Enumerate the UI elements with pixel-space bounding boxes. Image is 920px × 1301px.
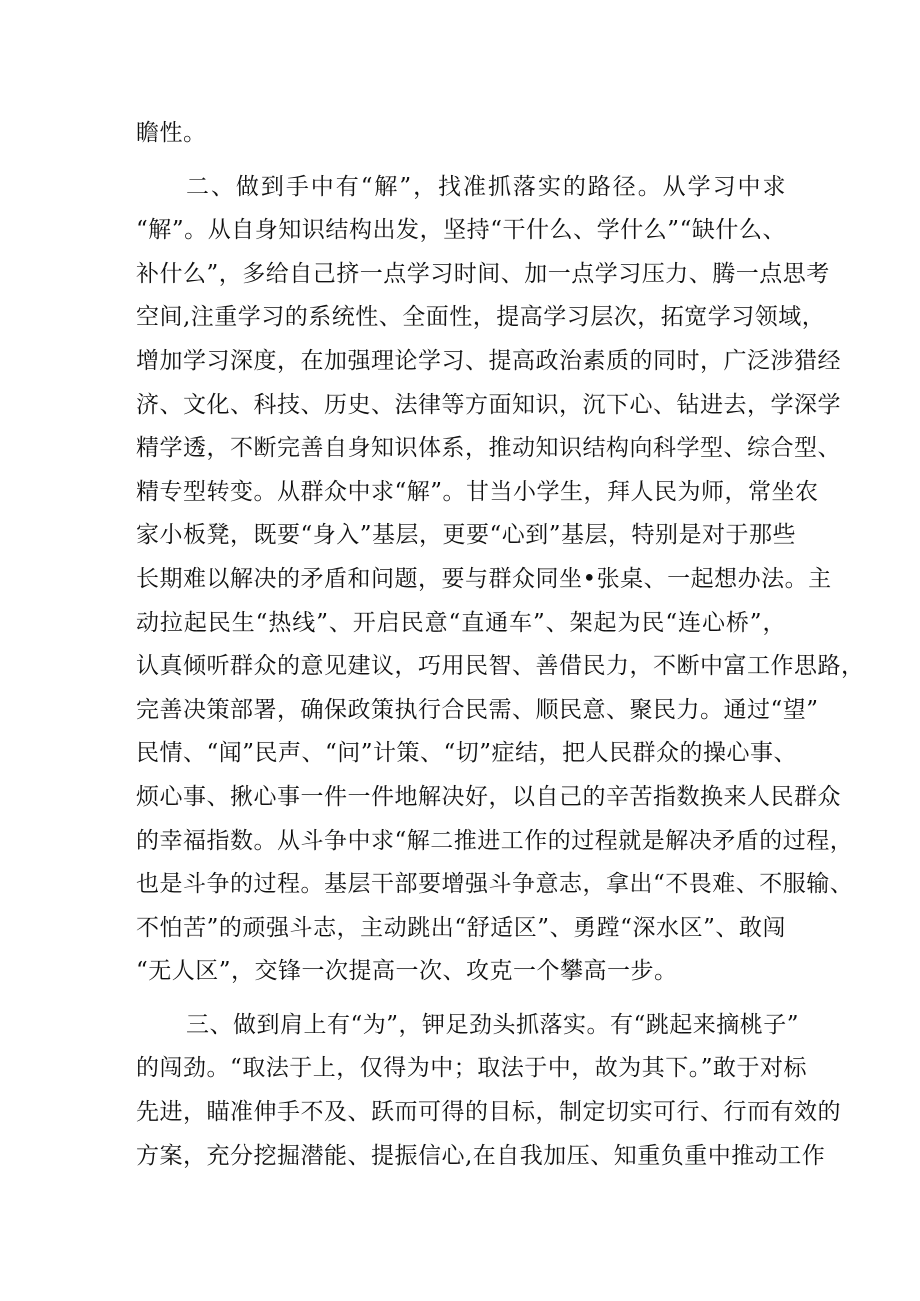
text-line: 精学透，不断完善自身知识体系，推动知识结构向科学型、综合型、 [136, 435, 841, 462]
text-line: 增加学习深度，在加强理论学习、提高政治素质的同时，广泛涉猎经 [136, 347, 841, 374]
text-line: 的闯劲。“取法于上，仅得为中；取法于中，故为其下。”敢于对标 [136, 1055, 808, 1082]
paragraph-gap [136, 156, 786, 166]
paragraph-end-line: “无人区”，交锋一次提高一次、攻克一个攀高一步。 [136, 958, 678, 985]
text-line: 民情、“闻”民声、“问”计策、“切”症结，把人民群众的操心事、 [136, 740, 798, 767]
text-line: 方案，充分挖掘潜能、提振信心,在自我加压、知重负重中推动工作 [136, 1142, 826, 1169]
paragraph-gap [136, 994, 786, 1004]
text-line: 济、文化、科技、历史、法律等方面知识，沉下心、钻进去，学深学 [136, 391, 841, 418]
text-line: 动拉起民生“热线”、开启民意“直通车”、架起为民“连心桥”， [136, 609, 786, 636]
text-line: 先进，瞄准伸手不及、跃而可得的目标，制定切实可行、行而有效的 [136, 1099, 841, 1126]
text-line: 空间,注重学习的系统性、全面性，提高学习层次，拓宽学习领域， [136, 304, 826, 331]
paragraph-start-line: 二、做到手中有“解”，找准抓落实的路径。从学习中求 [186, 173, 786, 200]
paragraph-start-line: 三、做到肩上有“为”，钾足劲头抓落实。有“跳起来摘桃子” [186, 1011, 800, 1038]
document-body [136, 112, 865, 1178]
text-line: 长期难以解决的矛盾和问题，要与群众同坐•张桌、一起想办法。主 [136, 565, 832, 592]
text-line: 瞻性。 [136, 120, 207, 146]
text-line: 也是斗争的过程。基层干部要增强斗争意志，拿出“不畏难、不服输、 [136, 871, 854, 898]
text-line: 的幸福指数。从斗争中求“解二推进工作的过程就是解决矛盾的过程， [136, 827, 854, 854]
text-line: 补什么”，多给自己挤一点学习时间、加一点学习压力、腾一点思考 [136, 260, 830, 287]
text-line: 认真倾听群众的意见建议，巧用民智、善借民力，不断中富工作思路， [136, 653, 865, 680]
text-line: 不怕苦”的顽强斗志，主动跳出“舒适区”、勇蹚“深水区”、敢闯 [136, 914, 786, 941]
text-line: 精专型转变。从群众中求“解”。甘当小学生，拜人民为师，常坐农 [136, 478, 819, 505]
text-line: 完善决策部署，确保政策执行合民需、顺民意、聚民力。通过“望” [136, 696, 819, 723]
text-line: 家小板凳，既要“身入”基层，更要“心到”基层，特别是对于那些 [136, 522, 797, 549]
text-line: 烦心事、揪心事一件一件地解决好，以自己的辛苦指数换来人民群众 [136, 783, 841, 810]
text-line: “解”。从自身知识结构出发，坚持“干什么、学什么”“缺什么、 [136, 217, 786, 244]
